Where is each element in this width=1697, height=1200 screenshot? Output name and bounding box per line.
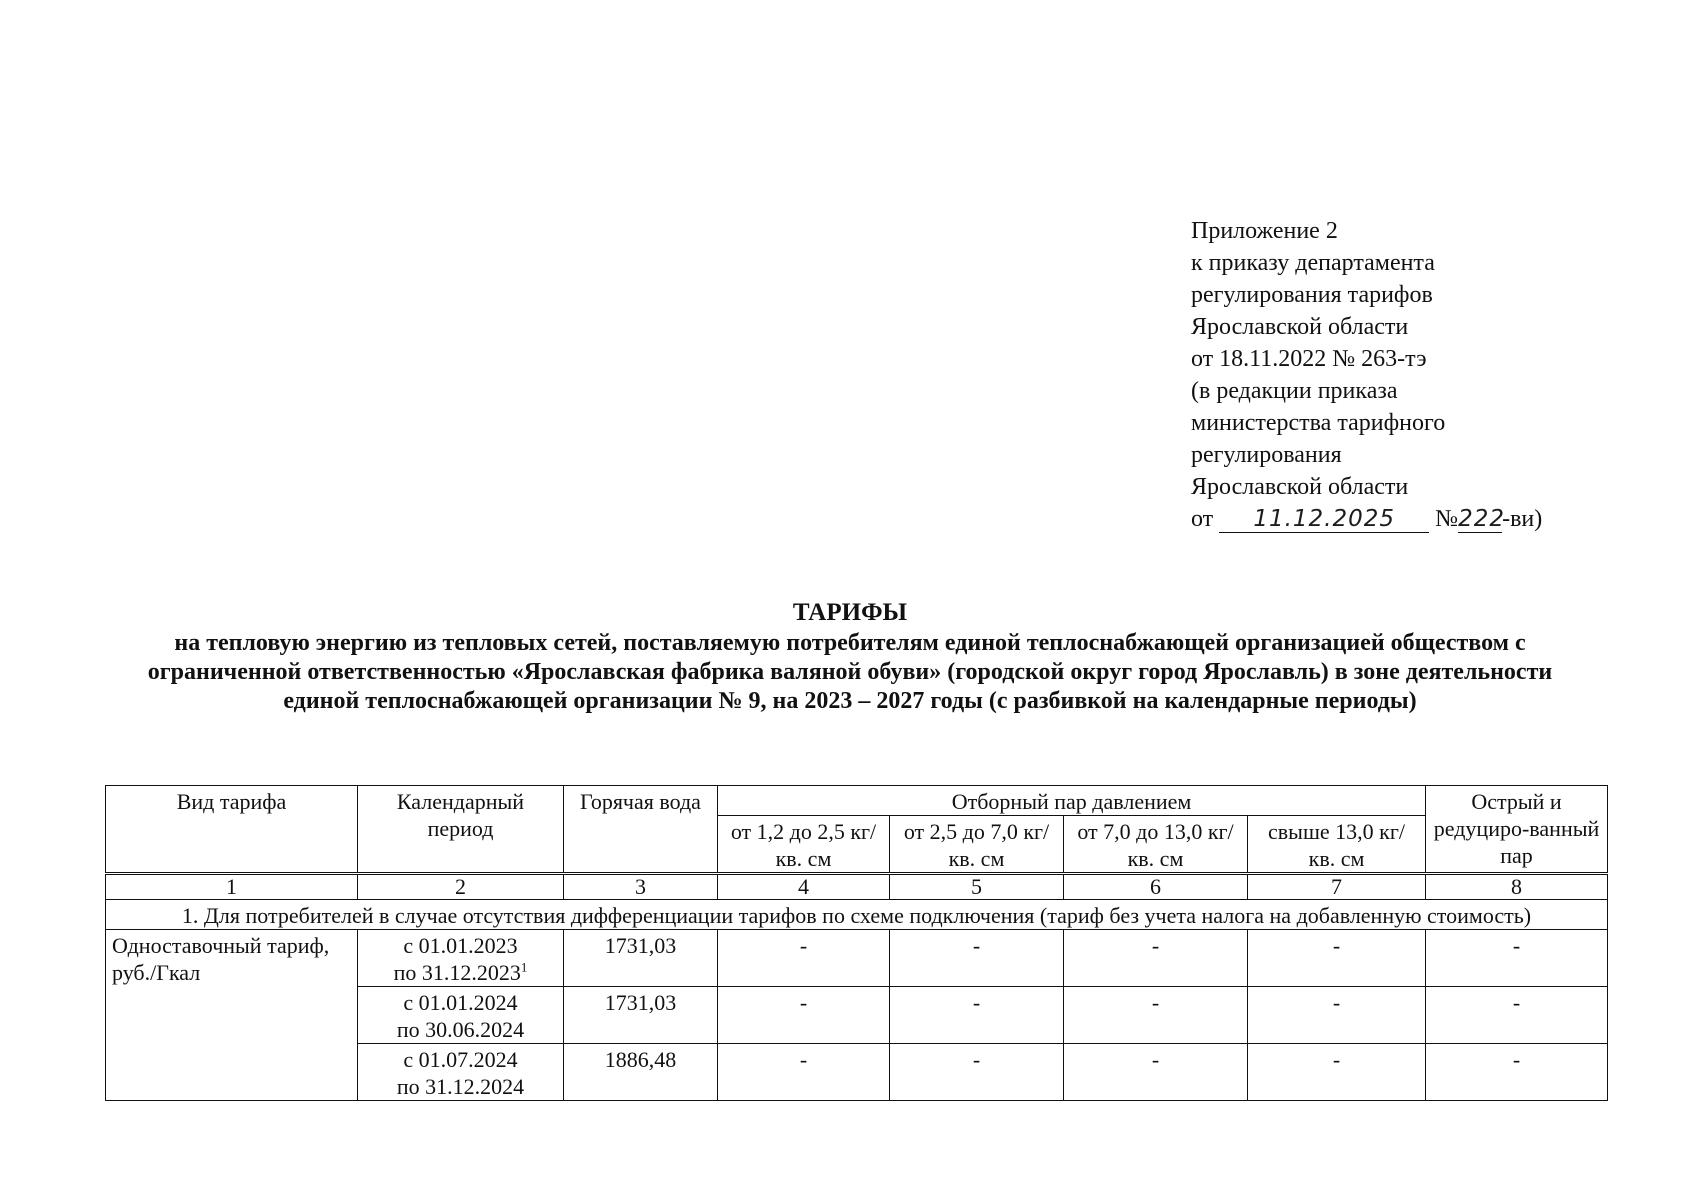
- annex-line: (в редакции приказа: [1191, 378, 1398, 404]
- value-cell: -: [1426, 930, 1608, 987]
- sign-prefix: от: [1191, 506, 1214, 532]
- period-to: по 30.06.2024: [396, 1017, 525, 1042]
- value-cell: -: [718, 987, 890, 1044]
- value-cell: -: [1248, 930, 1426, 987]
- period-from: с 01.01.2024: [403, 990, 518, 1015]
- annex-line: к приказу департамента: [1191, 250, 1435, 276]
- annex-block: [1191, 215, 1542, 535]
- hot-water-value: 1731,03: [564, 987, 718, 1044]
- annex-line: Приложение 2: [1191, 218, 1338, 244]
- footnote-marker: 1: [520, 959, 528, 975]
- column-number: 8: [1426, 875, 1608, 900]
- header-steam-3: от 7,0 до 13,0 кг/ кв. см: [1064, 816, 1248, 873]
- header-steam-2: от 2,5 до 7,0 кг/ кв. см: [890, 816, 1064, 873]
- value-cell: -: [1064, 930, 1248, 987]
- header-row: [106, 786, 1608, 816]
- header-steam-group: Отборный пар давлением: [718, 786, 1426, 816]
- annex-line: Ярославской области: [1191, 474, 1409, 500]
- column-number: 7: [1248, 875, 1426, 900]
- column-number: 1: [106, 875, 358, 900]
- document-subtitle: на тепловую энергию из тепловых сетей, поставляемую потребителям единой теплоснабжающей организацией обществом с ограниченной ответственностью «Ярославская фабрика валяной обуви» (городской округ город Ярославль) в зоне деятельности единой теплоснабжающей организации № 9, на 2023 – 2027 годы (с разбивкой на календарные периоды): [147, 630, 1553, 714]
- header-hot-water: Горячая вода: [564, 786, 718, 873]
- period-to: по 31.12.2023: [393, 960, 521, 985]
- column-number: 3: [564, 875, 718, 900]
- value-cell: -: [890, 930, 1064, 987]
- value-cell: -: [1426, 1044, 1608, 1101]
- hot-water-value: 1731,03: [564, 930, 718, 987]
- annex-line: регулирования: [1191, 442, 1342, 468]
- annex-line: Ярославской области: [1191, 314, 1409, 340]
- document-title: ТАРИФЫ: [792, 599, 908, 626]
- column-number-row: [106, 875, 1608, 900]
- header-sharp-steam: Острый и редуциро-ванный пар: [1426, 786, 1608, 873]
- hot-water-value: 1886,48: [564, 1044, 718, 1101]
- header-steam-1: от 1,2 до 2,5 кг/ кв. см: [718, 816, 890, 873]
- header-steam-4: свыше 13,0 кг/ кв. см: [1248, 816, 1426, 873]
- header-tariff-type: Вид тарифа: [106, 786, 358, 873]
- table-row: [106, 930, 1608, 987]
- column-number: 6: [1064, 875, 1248, 900]
- tariff-name: Одноставочный тариф, руб./Гкал: [106, 930, 358, 1101]
- value-cell: -: [1064, 1044, 1248, 1101]
- period-cell: [358, 987, 564, 1044]
- tariff-table: [105, 785, 1608, 1101]
- annex-signature-line: [1191, 503, 1542, 535]
- period-to: по 31.12.2024: [396, 1074, 525, 1099]
- value-cell: -: [718, 930, 890, 987]
- column-number: 2: [358, 875, 564, 900]
- column-number: 5: [890, 875, 1064, 900]
- section-title: 1. Для потребителей в случае отсутствия дифференциации тарифов по схеме подключения (тариф без учета налога на добавленную стоимость): [106, 900, 1608, 930]
- column-number: 4: [718, 875, 890, 900]
- period-from: с 01.01.2023: [403, 933, 518, 958]
- value-cell: -: [718, 1044, 890, 1101]
- period-cell: [358, 1044, 564, 1101]
- header-period: Календарный период: [358, 786, 564, 873]
- period-cell: [358, 930, 564, 987]
- value-cell: -: [1248, 987, 1426, 1044]
- sign-suffix: -ви): [1502, 506, 1543, 532]
- value-cell: -: [1064, 987, 1248, 1044]
- period-from: с 01.07.2024: [403, 1047, 518, 1072]
- sign-number-label: №: [1435, 506, 1459, 532]
- annex-line: от 18.11.2022 № 263-тэ: [1191, 346, 1427, 372]
- value-cell: -: [890, 1044, 1064, 1101]
- value-cell: -: [890, 987, 1064, 1044]
- section-row: [106, 900, 1608, 930]
- handwritten-number: 222: [1458, 506, 1505, 532]
- annex-line: регулирования тарифов: [1191, 282, 1433, 308]
- value-cell: -: [1248, 1044, 1426, 1101]
- title-block: [110, 598, 1590, 716]
- handwritten-date: 11.12.2025: [1219, 506, 1429, 533]
- period-to-line: [364, 959, 557, 986]
- value-cell: -: [1426, 987, 1608, 1044]
- annex-line: министерства тарифного: [1191, 410, 1446, 436]
